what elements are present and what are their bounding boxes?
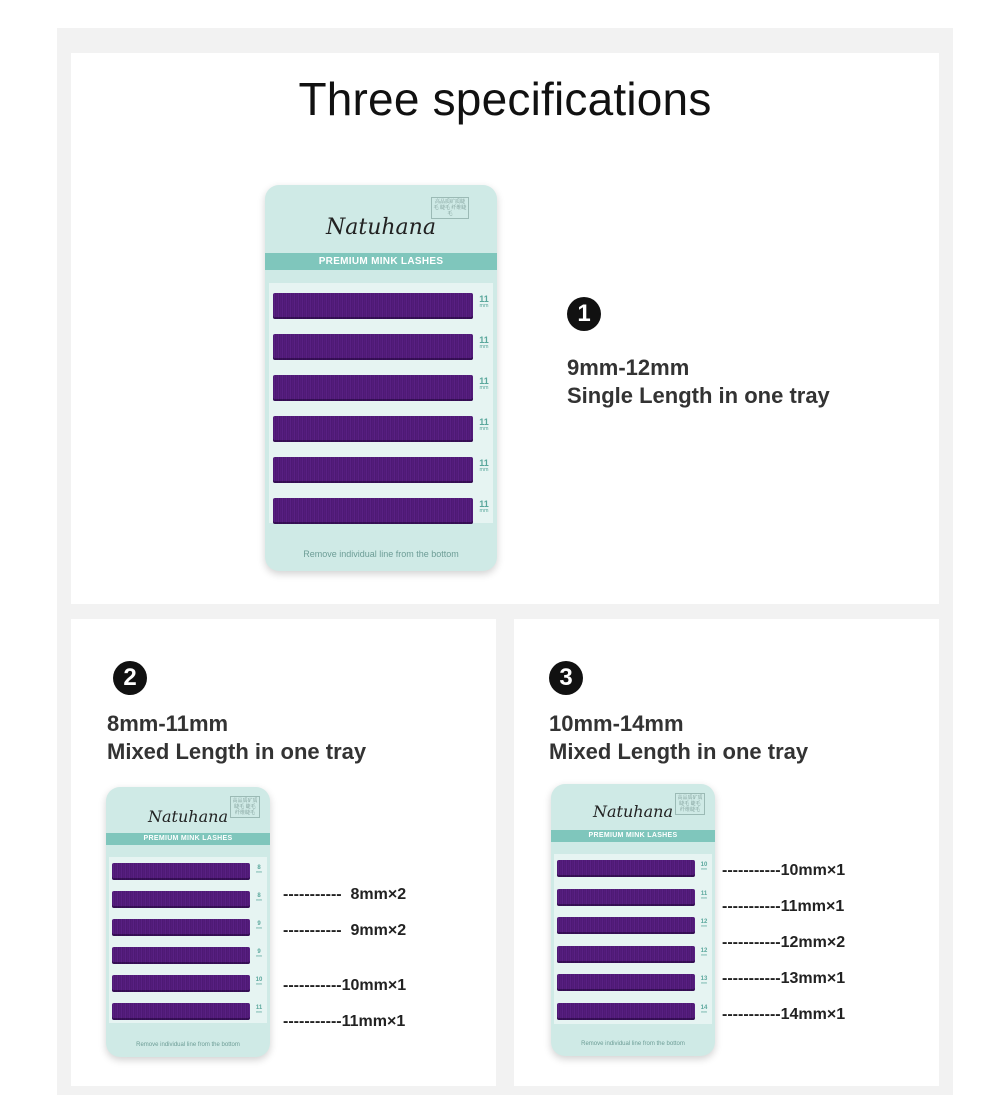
- spec-2-description: Mixed Length in one tray: [107, 739, 367, 764]
- lash-strip: [112, 891, 250, 908]
- lash-strip: [557, 1003, 695, 1020]
- lash-strip: [112, 863, 250, 880]
- lash-strip: [273, 457, 473, 483]
- lash-length-label: 8 mm: [256, 865, 262, 874]
- lash-strip: [273, 498, 473, 524]
- lash-length-label: 11 mm: [479, 335, 489, 350]
- page-title: Three specifications: [298, 73, 712, 125]
- lash-tray-mixed-10-14: [551, 784, 715, 1056]
- lash-length-label: 9 mm: [256, 949, 262, 958]
- tray-stamp-text: 高品质矿质睫毛 睫毛 纤维睫毛: [232, 798, 258, 816]
- lash-strip: [112, 919, 250, 936]
- spec-1-range: 9mm-12mm: [567, 355, 690, 380]
- lash-length-label: 13 mm: [700, 976, 708, 985]
- lash-length-label: 11 mm: [255, 1005, 263, 1014]
- lash-strip-area: [269, 283, 493, 523]
- length-count-item: ----------- 9mm×2: [283, 922, 407, 939]
- lash-length-label: 8 mm: [256, 893, 262, 902]
- brand-logo-text: Natuhana: [148, 807, 228, 826]
- length-count-item: -----------10mm×1: [283, 977, 407, 994]
- tray-banner: PREMIUM MINK LASHES: [106, 833, 270, 845]
- lash-length-label: 11 mm: [479, 499, 489, 514]
- lash-strip: [557, 889, 695, 906]
- tray-footer-text: Remove individual line from the bottom: [303, 549, 459, 559]
- spec-2-badge: 2: [113, 661, 147, 695]
- lash-strip: [557, 974, 695, 991]
- brand-logo-text: Natuhana: [326, 215, 436, 240]
- lash-strip: [557, 917, 695, 934]
- lash-strip: [112, 1003, 250, 1020]
- length-count-item: -----------10mm×1: [722, 862, 846, 879]
- lash-strip: [273, 375, 473, 401]
- tray-footer-text: Remove individual line from the bottom: [581, 1041, 685, 1047]
- lash-tray-mixed-8-11: [106, 787, 270, 1057]
- brand-logo: [265, 215, 497, 240]
- length-count-item: -----------14mm×1: [722, 1006, 846, 1023]
- lash-length-label: 11 mm: [479, 376, 489, 391]
- spec-3-range: 10mm-14mm: [549, 711, 684, 736]
- spec-1-badge: 1: [567, 297, 601, 331]
- lash-length-label: 12 mm: [700, 947, 708, 957]
- spec-3-badge: 3: [549, 661, 583, 695]
- spec-1-description: Single Length in one tray: [567, 383, 830, 408]
- lash-length-label: 9 mm: [256, 921, 262, 930]
- lash-length-label: 12 mm: [700, 919, 708, 928]
- lash-length-label: 11 mm: [479, 458, 489, 473]
- lash-strip-area: [109, 857, 267, 1023]
- spec-3-description: Mixed Length in one tray: [549, 739, 809, 764]
- lash-length-label: 14 mm: [700, 1004, 708, 1014]
- lash-length-label: 10 mm: [700, 862, 708, 871]
- lash-strip: [112, 975, 250, 992]
- lash-strip: [273, 334, 473, 360]
- lash-strip: [112, 947, 250, 964]
- lash-length-label: 10 mm: [255, 977, 263, 986]
- lash-strip: [273, 416, 473, 442]
- tray-footer-text: Remove individual line from the bottom: [136, 1042, 240, 1048]
- lash-tray-single-length: [265, 185, 497, 571]
- tray-banner: PREMIUM MINK LASHES: [265, 253, 497, 270]
- length-count-item: -----------11mm×1: [722, 898, 845, 915]
- length-count-item: -----------11mm×1: [283, 1013, 406, 1030]
- lash-strip: [557, 860, 695, 877]
- lash-length-label: 11 mm: [479, 294, 489, 309]
- length-count-item: ----------- 8mm×2: [283, 886, 407, 903]
- lash-length-label: 11 mm: [479, 417, 489, 432]
- brand-logo: [551, 802, 715, 821]
- spec-panel-top: [71, 53, 939, 604]
- tray-stamp-text: 高品质矿质睫毛 睫毛 纤维睫毛: [677, 795, 703, 813]
- brand-logo-text: Natuhana: [593, 802, 673, 821]
- tray-banner: PREMIUM MINK LASHES: [551, 830, 715, 842]
- length-count-item: -----------12mm×2: [722, 934, 846, 951]
- spec-2-range: 8mm-11mm: [107, 711, 229, 736]
- length-count-item: -----------13mm×1: [722, 970, 846, 987]
- lash-strip: [273, 293, 473, 319]
- lash-strip-area: [554, 854, 712, 1024]
- lash-strip: [557, 946, 695, 963]
- brand-logo: [106, 807, 270, 826]
- lash-length-label: 11 mm: [700, 890, 708, 900]
- tray-stamp-text: 高品质矿质睫毛 睫毛 纤维睫毛: [433, 199, 467, 217]
